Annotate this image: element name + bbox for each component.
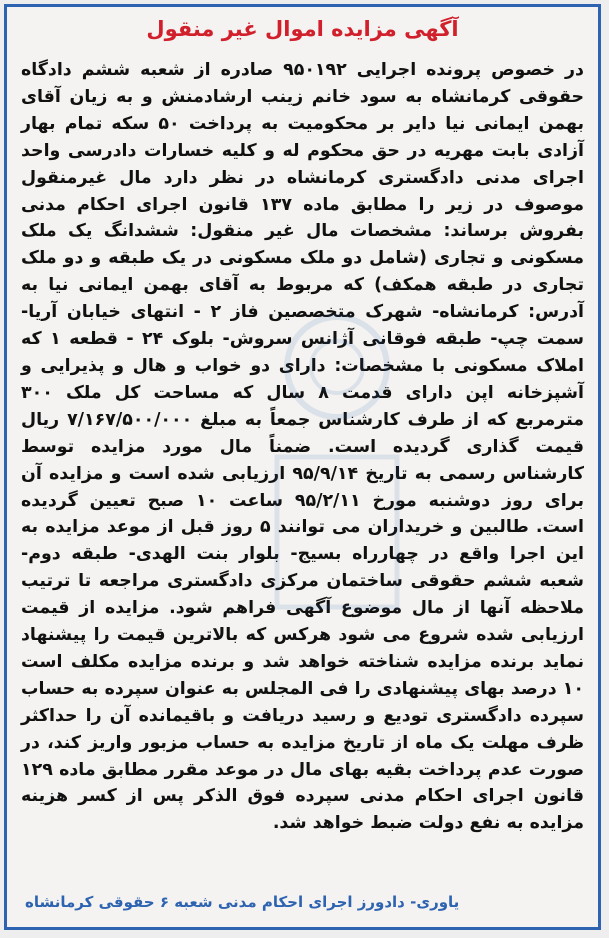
notice-signature: یاوری- دادورز اجرای احکام مدنی شعبه ۶ حقوقی کرمانشاه — [25, 893, 460, 911]
notice-title: آگهی مزایده اموال غیر منقول — [146, 17, 459, 41]
notice-body: در خصوص پرونده اجرایی ۹۵۰۱۹۲ صادره از شعبه ششم دادگاه حقوقی کرمانشاه به سود خانم زینب ارشادمنش و به زیان آقای بهمن ایمانی نیا دایر بر محکومیت به پرداخت ۵۰ سکه تمام بهار آزادی بابت مهریه در حق محکوم له و کلیه خسارات دادرسی واحد اجرای مدنی دادگستری کرمانشاه در نظر دارد مال غیرمنقول موصوف در زیر را مطابق ماده ۱۳۷ قانون اجرای احکام مدنی بفروش برساند: مشخصات مال غیر منقول: ششدانگ یک ملک مسکونی و تجاری (شامل دو ملک مسکونی در یک طبقه و دو ملک تجاری در طبقه همکف) که مربوط به آقای بهمن ایمانی نیا به آدرس: کرمانشاه- شهرک متخصصین فاز ۲ - انتهای خیابان آریا- سمت چپ- طبقه فوقانی آژانس سروش- بلوک ۲۴ - قطعه ۱ که املاک مسکونی با مشخصات: دارای دو خواب و هال و پذیرایی و آشپزخانه اپن دارای قدمت ۸ سال که مساحت کل ملک ۳۰۰ مترمربع که از طرف کارشناس جمعاً به مبلغ ۷/۱۶۷/۵۰۰/۰۰۰ ریال قیمت گذاری گردیده است. ضمناً مال مورد مزایده توسط کارشناس رسمی به تاریخ ۹۵/۹/۱۴ ارزیابی شده است و مزایده آن برای روز دوشنبه مورخ ۹۵/۲/۱۱ ساعت ۱۰ صبح تعیین گردیده است. طالبین و خریداران می توانند ۵ روز قبل از موعد مزایده به این اجرا واقع در چهارراه بسیج- بلوار بنت الهدی- طبقه دوم- شعبه ششم حقوقی ساختمان مرکزی دادگستری مراجعه تا ترتیب ملاحظه آنها از مال موضوع آگهی فراهم شود. مزایده از قیمت ارزیابی شده شروع می شود هرکس که بالاترین قیمت را پیشنهاد نماید برنده مزایده شناخته خواهد شد و برنده مزایده مکلف است ۱۰ درصد بهای پیشنهادی را فی المجلس به عنوان سپرده به حساب سپرده دادگستری تودیع و رسید دریافت و باقیمانده آن را حداکثر ظرف مهلت یک ماه از تاریخ مزایده به حساب مزبور واریز کند، در صورت عدم پرداخت بقیه بهای مال در موعد مقرر مطابق ماده ۱۲۹ قانون اجرای احکام مدنی سپرده فوق الذکر پس از کسر هزینه مزایده به نفع دولت ضبط خواهد شد. — [21, 60, 584, 834]
notice-frame — [4, 4, 601, 930]
